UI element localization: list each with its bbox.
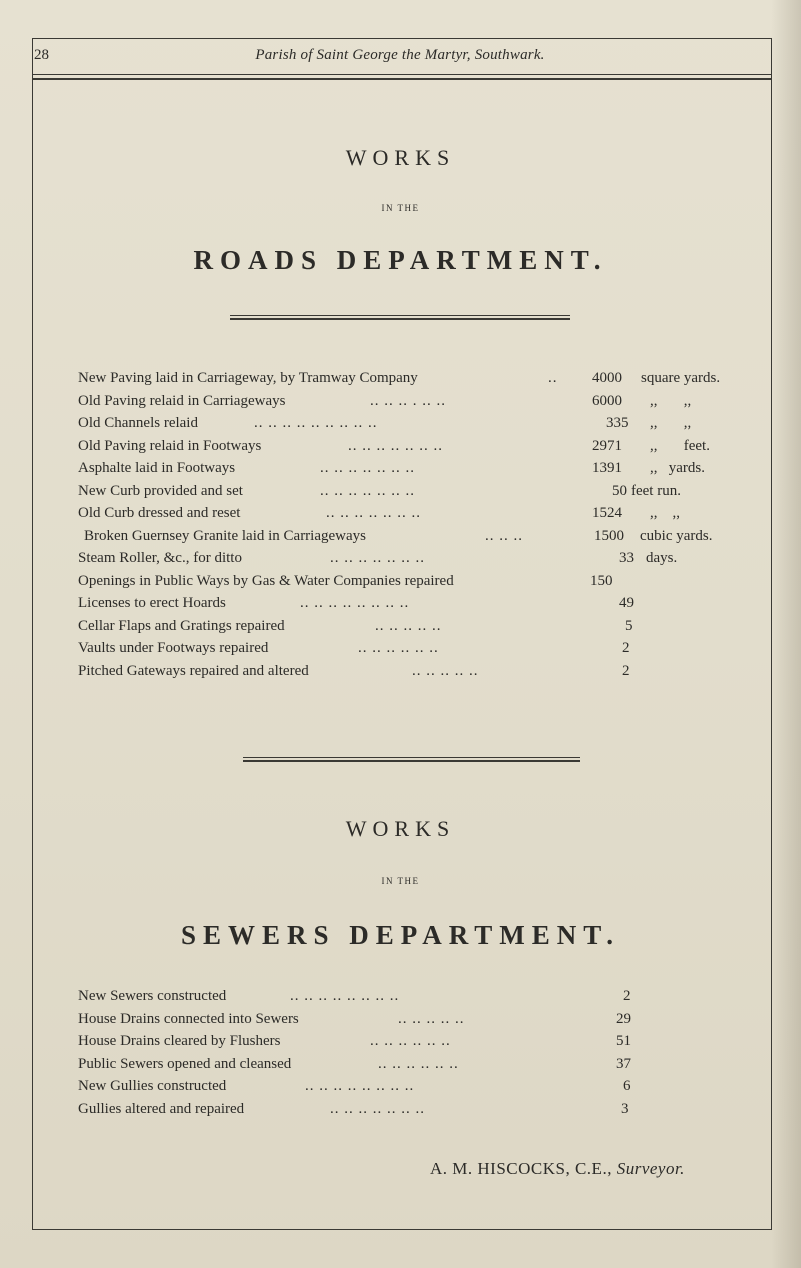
sewers-leader-dots: .. .. .. .. .. .. .. ..: [290, 988, 400, 1004]
roads-item-label: Openings in Public Ways by Gas & Water Companies repaired: [78, 572, 454, 589]
roads-item-quantity: 33: [619, 550, 634, 566]
sewers-item-quantity: 2: [623, 988, 631, 1004]
roads-item-label: Pitched Gateways repaired and altered: [78, 662, 309, 679]
roads-item-unit: days.: [646, 550, 678, 566]
sewers-item-label: Public Sewers opened and cleansed: [78, 1055, 292, 1072]
roads-item-unit: cubic yards.: [640, 527, 713, 544]
roads-leader-dots: .. .. .. .. .. .. ..: [320, 482, 415, 499]
roads-item-quantity: 5: [625, 617, 633, 634]
roads-row: [0, 640, 801, 662]
surveyor-name: A. M. HISCOCKS, C.E.,: [430, 1159, 612, 1178]
sewers-item-quantity: 29: [616, 1010, 631, 1027]
roads-item-unit: ,, ,,: [650, 505, 680, 521]
roads-item-label: Licenses to erect Hoards: [78, 595, 226, 611]
roads-item-label: Asphalte laid in Footways: [78, 460, 236, 476]
roads-item-label: Old Paving relaid in Carriageways: [78, 392, 286, 409]
roads-row: [0, 460, 801, 482]
sewers-in-the: IN THE: [381, 876, 420, 886]
roads-leader-dots: .. .. .. .. ..: [412, 662, 479, 679]
roads-item-label: Vaults under Footways repaired: [78, 640, 269, 656]
roads-row: [0, 393, 801, 415]
top-border-rule: [32, 38, 772, 39]
page-number: 28: [34, 47, 49, 63]
sewers-item-label: Gullies altered and repaired: [78, 1100, 245, 1117]
roads-department-title: ROADS DEPARTMENT.: [193, 245, 608, 275]
bottom-border-rule: [32, 1229, 772, 1230]
header-underline-thick: [32, 78, 772, 80]
roads-item-label: New Paving laid in Carriageway, by Tramway Company: [78, 370, 418, 386]
roads-item-label: Old Paving relaid in Footways: [78, 437, 262, 454]
roads-ornamental-rule: [230, 315, 570, 321]
header-underline-thin: [32, 74, 772, 75]
surveyor-role: Surveyor.: [616, 1159, 685, 1178]
roads-row: [0, 528, 801, 550]
sewers-leader-dots: .. .. .. .. .. .. ..: [330, 1100, 425, 1117]
sewers-row: [0, 1033, 801, 1055]
sewers-works-heading: WORKS: [345, 816, 456, 841]
running-head: Parish of Saint George the Martyr, Southwark.: [255, 47, 545, 63]
sewers-row: [0, 1056, 801, 1078]
sewers-item-label: New Gullies constructed: [78, 1078, 227, 1094]
sewers-item-label: House Drains cleared by Flushers: [78, 1033, 281, 1049]
roads-works-heading: WORKS: [345, 145, 456, 170]
sewers-row: [0, 1011, 801, 1033]
roads-item-quantity: 49: [619, 595, 634, 611]
roads-item-label: Cellar Flaps and Gratings repaired: [78, 617, 285, 634]
roads-item-label: New Curb provided and set: [78, 482, 243, 499]
roads-item-label: Old Channels relaid: [78, 415, 198, 431]
sewers-leader-dots: .. .. .. .. ..: [398, 1010, 465, 1027]
roads-leader-dots: .. .. .. .. .. .. ..: [348, 437, 443, 454]
sewers-leader-dots: .. .. .. .. .. .. .. ..: [305, 1078, 415, 1094]
roads-row: [0, 505, 801, 527]
sewers-leader-dots: .. .. .. .. .. ..: [370, 1033, 451, 1049]
section-divider-rule: [243, 757, 580, 763]
roads-item-quantity: 2971: [592, 437, 622, 454]
roads-item-unit: ,, ,,: [650, 392, 692, 409]
roads-row: [0, 595, 801, 617]
roads-leader-dots: .. .. .. .. .. .. ..: [326, 505, 421, 521]
sewers-leader-dots: .. .. .. .. .. ..: [378, 1055, 459, 1072]
sewers-item-quantity: 3: [621, 1100, 629, 1117]
roads-leader-dots: .. .. .. .. .. .. ..: [330, 550, 425, 566]
roads-item-quantity: 4000: [592, 370, 622, 386]
roads-item-unit: feet run.: [631, 482, 681, 499]
roads-leader-dots: ..: [548, 370, 558, 386]
roads-item-label: Steam Roller, &c., for ditto: [78, 550, 242, 566]
roads-leader-dots: .. .. .. .. .. .. .. .. ..: [254, 415, 378, 431]
sewers-row: [0, 1101, 801, 1123]
roads-item-quantity: 50: [612, 482, 627, 499]
surveyor-signature: [430, 1159, 685, 1179]
sewers-item-quantity: 37: [616, 1055, 631, 1072]
roads-row: [0, 483, 801, 505]
roads-item-unit: ,, ,,: [650, 415, 692, 431]
roads-row: [0, 550, 801, 572]
sewers-item-label: New Sewers constructed: [78, 988, 227, 1004]
roads-leader-dots: .. .. .. .. .. .. ..: [320, 460, 415, 476]
sewers-item-quantity: 51: [616, 1033, 631, 1049]
roads-item-label: Broken Guernsey Granite laid in Carriageways: [84, 527, 366, 544]
sewers-department-title: SEWERS DEPARTMENT.: [180, 920, 621, 950]
roads-leader-dots: .. .. .. .. .. .. .. ..: [300, 595, 410, 611]
roads-leader-dots: .. .. .. . .. ..: [370, 392, 446, 409]
roads-leader-dots: .. .. .. .. ..: [375, 617, 442, 634]
roads-row: [0, 618, 801, 640]
sewers-row: [0, 1078, 801, 1100]
sewers-item-label: House Drains connected into Sewers: [78, 1010, 299, 1027]
roads-item-unit: square yards.: [641, 370, 721, 386]
roads-row: [0, 663, 801, 685]
roads-item-quantity: 1391: [592, 460, 622, 476]
roads-leader-dots: .. .. ..: [485, 527, 523, 544]
roads-row: [0, 573, 801, 595]
roads-item-quantity: 2: [622, 662, 630, 679]
roads-row: [0, 438, 801, 460]
roads-item-quantity: 6000: [592, 392, 622, 409]
roads-in-the: IN THE: [381, 203, 420, 213]
roads-item-quantity: 335: [606, 415, 629, 431]
roads-leader-dots: .. .. .. .. .. ..: [358, 640, 439, 656]
roads-item-quantity: 2: [622, 640, 630, 656]
roads-row: [0, 370, 801, 392]
roads-item-unit: ,, yards.: [650, 460, 705, 476]
roads-item-quantity: 1500: [594, 527, 624, 544]
roads-item-quantity: 150: [590, 572, 613, 589]
roads-row: [0, 415, 801, 437]
roads-item-label: Old Curb dressed and reset: [78, 505, 241, 521]
roads-item-quantity: 1524: [592, 505, 622, 521]
roads-item-unit: ,, feet.: [650, 437, 710, 454]
sewers-item-quantity: 6: [623, 1078, 631, 1094]
sewers-row: [0, 988, 801, 1010]
